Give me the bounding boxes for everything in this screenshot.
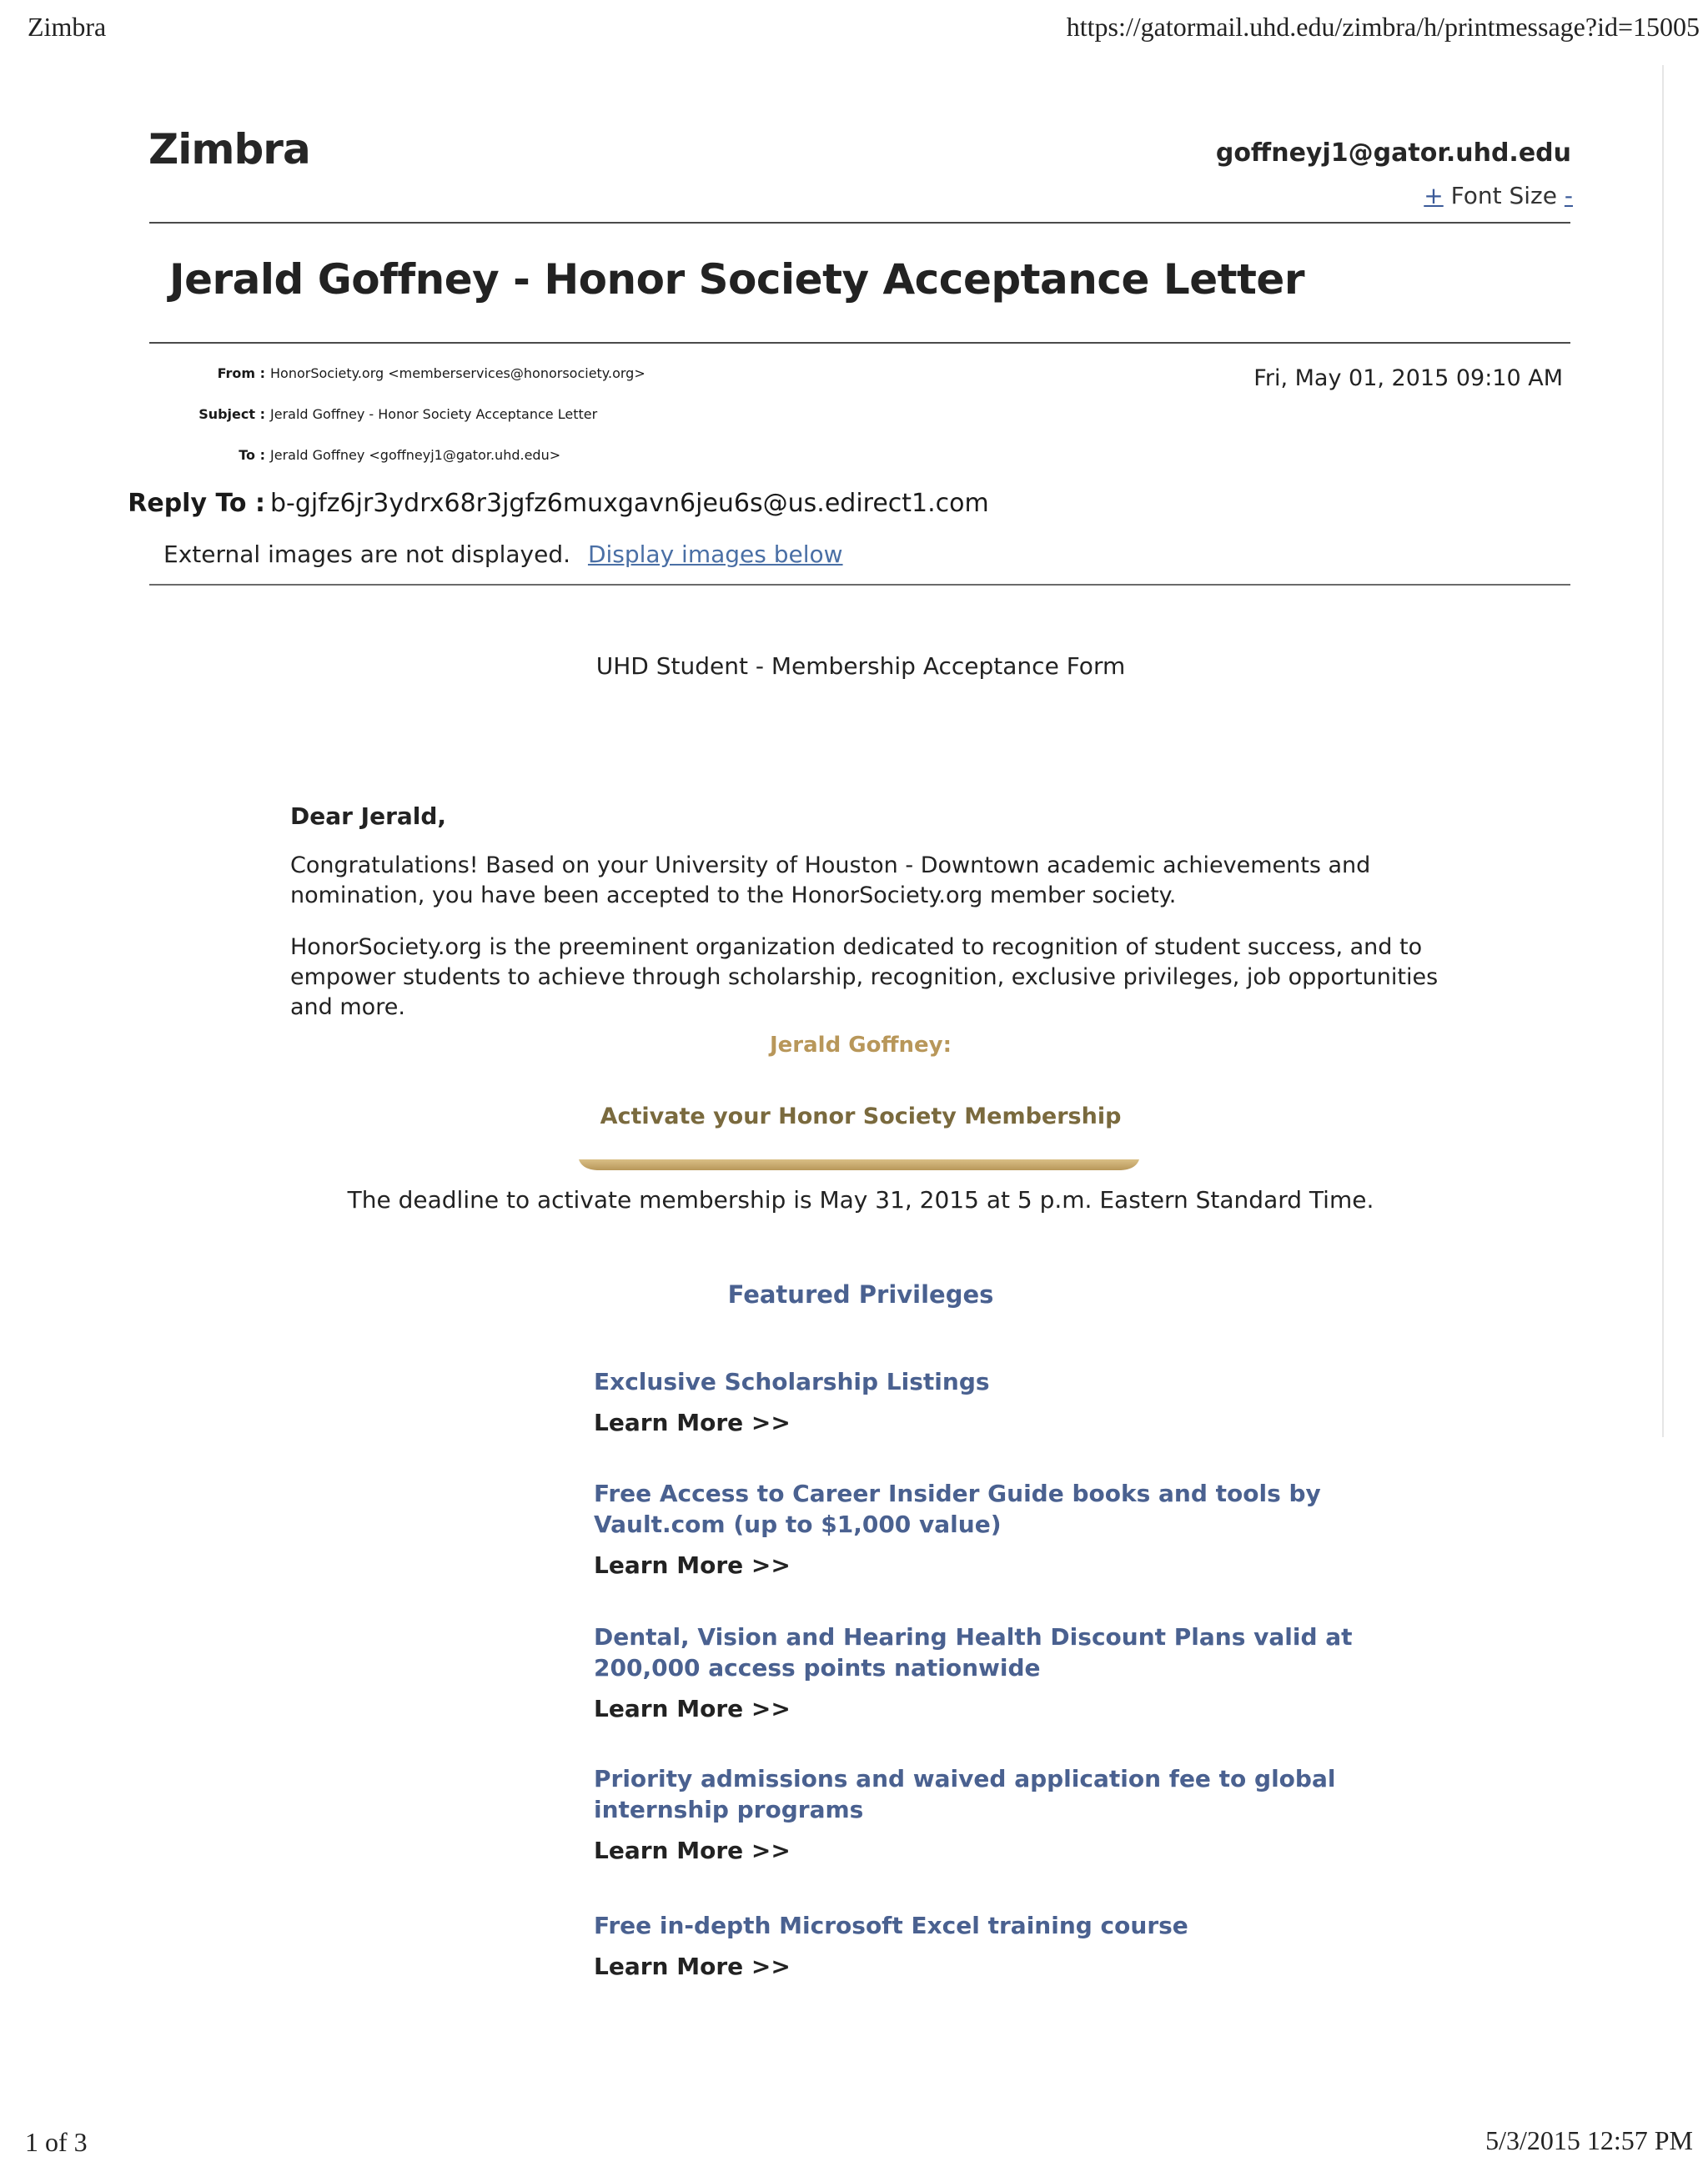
greeting: Dear Jerald,: [290, 802, 447, 830]
subject-label: Subject :: [198, 406, 265, 422]
message-title: Jerald Goffney - Honor Society Acceptance Letter: [169, 255, 1304, 304]
external-images-notice: [163, 540, 843, 568]
print-header-url: https://gatormail.uhd.edu/zimbra/h/printmessage?id=15005: [1066, 12, 1700, 42]
activation-deadline: The deadline to activate membership is May 31, 2015 at 5 p.m. Eastern Standard Time.: [347, 1186, 1374, 1214]
headers-divider: [149, 584, 1570, 586]
subject-field: [0, 406, 1001, 440]
privilege-item: [594, 1478, 1411, 1579]
print-footer-datetime: 5/3/2015 12:57 PM: [1485, 2125, 1693, 2155]
form-title: UHD Student - Membership Acceptance Form: [595, 652, 1126, 680]
reply-to-field: [0, 489, 1001, 522]
external-images-text: External images are not displayed.: [163, 540, 571, 568]
privilege-item: [594, 1763, 1411, 1864]
from-label: From :: [217, 365, 265, 381]
activate-membership-link[interactable]: Activate your Honor Society Membership: [600, 1104, 1122, 1129]
privilege-title[interactable]: Priority admissions and waived application fee to global internship programs: [594, 1765, 1336, 1823]
learn-more-link[interactable]: Learn More >>: [594, 1695, 791, 1722]
privilege-item: [594, 1366, 1411, 1436]
reply-to-value: b-gjfz6jr3ydrx68r3jgfz6muxgavn6jeu6s@us.edirect1.com: [270, 489, 989, 518]
privilege-title[interactable]: Dental, Vision and Hearing Health Discount Plans valid at 200,000 access points nationwide: [594, 1623, 1353, 1682]
gold-underline-bar: [579, 1159, 1139, 1173]
reply-to-label: Reply To :: [128, 489, 265, 518]
subject-value: Jerald Goffney - Honor Society Acceptance Letter: [270, 406, 598, 422]
to-field: [0, 447, 1001, 480]
privilege-item: [594, 1621, 1411, 1722]
font-size-decrease-button[interactable]: -: [1564, 182, 1573, 209]
to-value: Jerald Goffney <goffneyj1@gator.uhd.edu>: [270, 447, 561, 463]
font-size-control: [1424, 182, 1573, 209]
zimbra-logo: Zimbra: [148, 125, 310, 173]
learn-more-link[interactable]: Learn More >>: [594, 1409, 791, 1436]
privilege-title[interactable]: Free in-depth Microsoft Excel training course: [594, 1912, 1188, 1939]
privilege-item: [594, 1910, 1411, 1980]
learn-more-link[interactable]: Learn More >>: [594, 1953, 791, 1980]
display-images-link[interactable]: Display images below: [587, 540, 843, 568]
learn-more-link[interactable]: Learn More >>: [594, 1837, 791, 1864]
learn-more-link[interactable]: Learn More >>: [594, 1551, 791, 1579]
message-date: Fri, May 01, 2015 09:10 AM: [1253, 365, 1563, 391]
to-label: To :: [239, 447, 265, 463]
header-divider: [149, 222, 1570, 224]
print-header-title: Zimbra: [28, 12, 107, 42]
privilege-title[interactable]: Free Access to Career Insider Guide books and tools by Vault.com (up to $1,000 value): [594, 1480, 1321, 1538]
title-divider: [149, 342, 1570, 344]
from-field: [0, 365, 1001, 399]
font-size-increase-button[interactable]: +: [1424, 182, 1444, 209]
member-name: Jerald Goffney:: [769, 1033, 952, 1058]
organization-paragraph: HonorSociety.org is the preeminent organization dedicated to recognition of student success, and to empower students to achieve through scholarship, recognition, exclusive privileges, job opportunities and more.: [290, 934, 1439, 1020]
featured-privileges-heading: Featured Privileges: [727, 1280, 994, 1309]
congratulations-paragraph: Congratulations! Based on your University of Houston - Downtown academic achievements and nomination, you have been accepted to the HonorSociety.org member society.: [290, 852, 1371, 908]
privilege-title[interactable]: Exclusive Scholarship Listings: [594, 1368, 990, 1395]
font-size-label: Font Size: [1450, 182, 1557, 209]
print-footer-page: 1 of 3: [25, 2127, 88, 2157]
scan-edge-line: [1662, 65, 1664, 1437]
user-email: goffneyj1@gator.uhd.edu: [1215, 138, 1571, 168]
from-value: HonorSociety.org <memberservices@honorsociety.org>: [270, 365, 646, 381]
